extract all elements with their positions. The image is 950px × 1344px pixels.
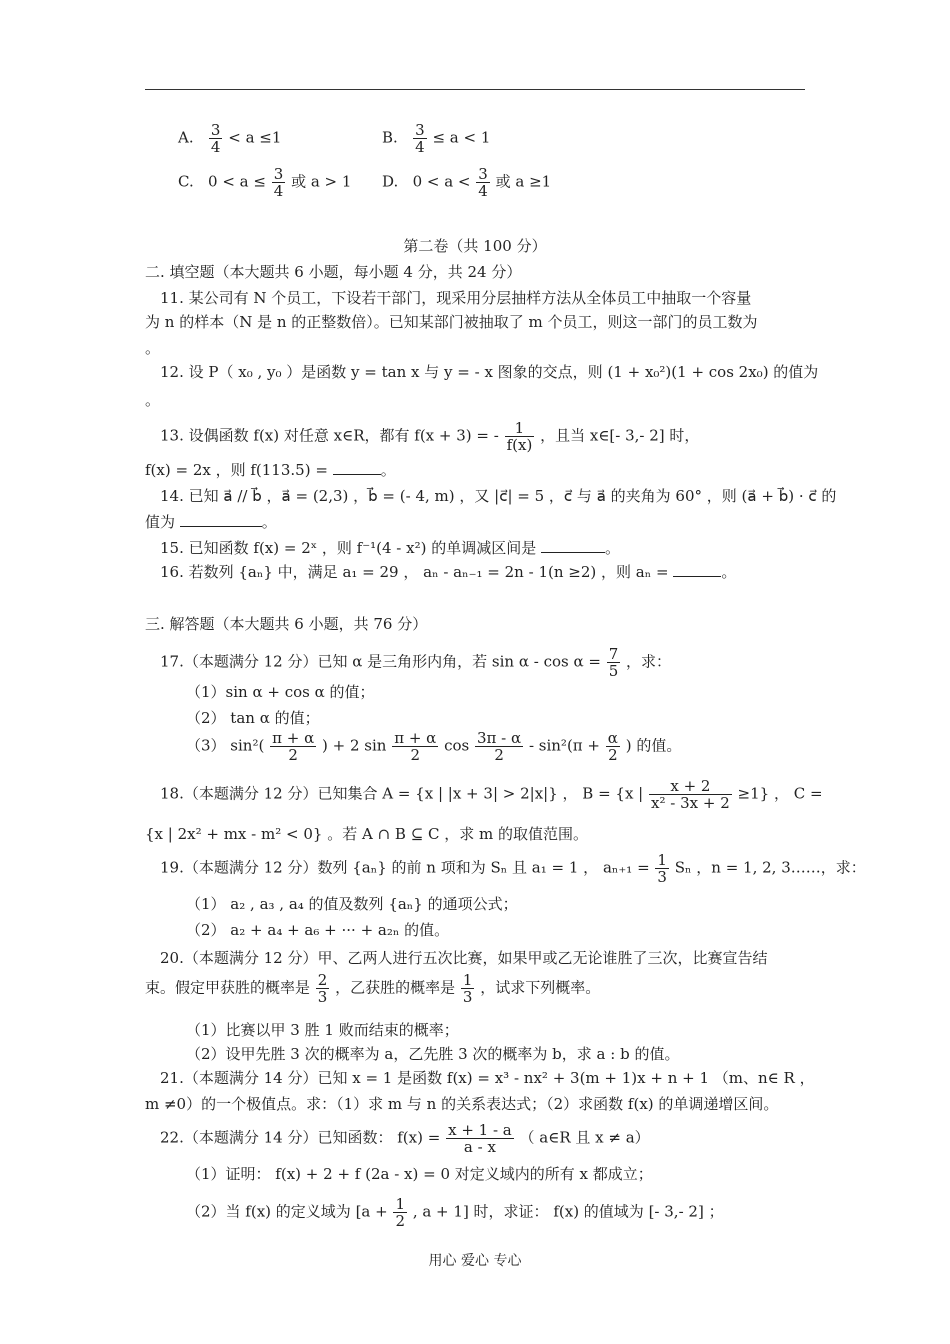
q22-part2: （2）当 f(x) 的定义域为 [a + $\frac{1}{2}$ , a + 1] 时，求证： f(x) 的值域为 [- 3,- 2] ；	[186, 1195, 724, 1230]
answer-blank[interactable]	[180, 512, 262, 527]
fraction: $\frac{7}{5}$	[608, 645, 619, 680]
answer-blank[interactable]	[541, 538, 605, 553]
q19-part2: （2） a₂ + a₄ + a₆ + ··· + a₂ₙ 的值。	[186, 921, 450, 939]
fraction: $\frac{\pi + \alpha}{2}$	[394, 729, 437, 764]
q22-part1: （1）证明： f(x) + 2 + f (2a - x) = 0 对定义域内的所有 x 都成立；	[186, 1165, 653, 1183]
fraction: $\frac{3}{4}$	[478, 165, 488, 200]
fraction: $\frac{1}{3}$	[462, 971, 473, 1006]
fraction: $\frac{\alpha}{2}$	[607, 729, 618, 764]
fraction: $\frac{x + 2}{\text{x² - 3x + 2}}$	[651, 777, 730, 812]
fraction: $\frac{x + 1 - a}{a - x}$	[448, 1121, 512, 1156]
q19-part1: （1） a₂ , a₃ , a₄ 的值及数列 {aₙ} 的通项公式；	[186, 895, 518, 913]
q19-line1: 19.（本题满分 12 分）数列 {aₙ} 的前 n 项和为 Sₙ 且 a₁ = 1 ， aₙ₊₁ = $\frac{1}{3}$ Sₙ ，n = 1, 2, 3……，求：	[160, 851, 866, 886]
option-d: D. 0 < a < $\frac{3}{4}$ 或 a ≥1	[382, 165, 552, 200]
q20-line2: 束。假定甲获胜的概率是 $\frac{2}{3}$ ，乙获胜的概率是 $\frac{1}{3}$ ，试求下列概率。	[145, 971, 601, 1006]
q20-part2: （2）设甲先胜 3 次的概率为 a，乙先胜 3 次的概率为 b，求 a : b 的值。	[186, 1045, 680, 1063]
part2-title: 第二卷（共 100 分）	[403, 237, 547, 255]
option-a: A. $\frac{3}{4}$ < a ≤1	[178, 121, 282, 156]
q22-line1: 22.（本题满分 14 分）已知函数： f(x) = $\frac{x + 1 - a}{a - x}$ （ a∈R 且 x ≠ a）	[160, 1121, 650, 1156]
q15-line: 15. 已知函数 f(x) = 2ˣ ，则 f⁻¹(4 - x²) 的单调减区间是 。	[160, 539, 621, 557]
q17-part3: （3） sin²( $\frac{\pi + \alpha}{2}$ ) + 2 sin $\frac{\pi + \alpha}{2}$ cos $\frac{3\pi - \alpha}{2}$ - sin²(π + $\frac{\alpha}{2}$ ) 的值。	[186, 729, 682, 764]
q13-line1: 13. 设偶函数 f(x) 对任意 x∈R，都有 f(x + 3) = - $\frac{1}{f(x)}$ ，且当 x∈[- 3,- 2] 时，	[160, 419, 700, 454]
q18-line1: 18.（本题满分 12 分）已知集合 A = {x | |x + 3| > 2|x|} ， B = {x | $\frac{x + 2}{\text{x² - 3x + 2}}$ ≥1} ， C =	[160, 777, 823, 812]
q11-line3: 。	[145, 339, 161, 357]
fraction: $\frac{1}{2}$	[395, 1195, 406, 1230]
q20-part1: （1）比赛以甲 3 胜 1 败而结束的概率；	[186, 1021, 459, 1039]
q18-line2: {x | 2x² + mx - m² < 0} 。若 A ∩ B ⊆ C ，求 m 的取值范围。	[145, 825, 589, 843]
q17-line1: 17.（本题满分 12 分）已知 α 是三角形内角，若 sin α - cos α = $\frac{7}{5}$ ，求：	[160, 645, 672, 680]
q21-line1: 21.（本题满分 14 分）已知 x = 1 是函数 f(x) = x³ - nx² + 3(m + 1)x + n + 1 （m、n∈ R ，	[160, 1069, 815, 1087]
page-footer: 用心 爱心 专心	[428, 1253, 522, 1269]
q12-line1: 12. 设 P（ x₀ , y₀ ）是函数 y = tan x 与 y = - x 图象的交点，则 (1 + x₀²)(1 + cos 2x₀) 的值为	[160, 363, 819, 381]
q21-line2: m ≠0）的一个极值点。求：（1）求 m 与 n 的关系表达式；（2）求函数 f(x) 的单调递增区间。	[145, 1095, 779, 1113]
fraction: $\frac{3}{4}$	[210, 121, 221, 156]
fraction: $\frac{3}{4}$	[415, 121, 425, 156]
q14-line2: 值为 。	[145, 513, 277, 531]
section-fill-in-heading: 二. 填空题（本大题共 6 小题，每小题 4 分，共 24 分）	[145, 263, 522, 281]
option-b: B. $\frac{3}{4}$ ≤ a < 1	[382, 121, 491, 156]
fraction: $\frac{3}{4}$	[273, 165, 284, 200]
fraction: $\frac{1}{3}$	[657, 851, 667, 886]
answer-blank[interactable]	[673, 562, 721, 577]
header-rule	[145, 89, 805, 90]
q11-line1: 11. 某公司有 N 个员工，下设若干部门，现采用分层抽样方法从全体员工中抽取一个容量	[160, 289, 752, 307]
q17-part2: （2） tan α 的值；	[186, 709, 320, 727]
q14-line1: 14. 已知 a⃗ // b⃗ ，a⃗ = (2,3) ，b⃗ = (- 4, m) ，又 |c⃗| = 5 ，c⃗ 与 a⃗ 的夹角为 60° ，则 (a⃗ + b⃗) · c⃗ 的	[160, 487, 837, 505]
option-c: C. 0 < a ≤ $\frac{3}{4}$ 或 a > 1	[178, 165, 352, 200]
q13-line2: f(x) = 2x ，则 f(113.5) = 。	[145, 461, 396, 479]
q12-line2: 。	[145, 391, 161, 409]
q16-line: 16. 若数列 {aₙ} 中，满足 a₁ = 29 ， aₙ - aₙ₋₁ = 2n - 1(n ≥2) ，则 aₙ = 。	[160, 563, 737, 581]
answer-blank[interactable]	[333, 460, 381, 475]
fraction: $\frac{1}{f(x)}$	[506, 419, 533, 454]
section-solve-heading: 三. 解答题（本大题共 6 小题，共 76 分）	[145, 615, 428, 633]
q17-part1: （1）sin α + cos α 的值；	[186, 683, 375, 701]
fraction: $\frac{3\pi - \alpha}{2}$	[477, 729, 522, 764]
fraction: $\frac{2}{3}$	[317, 971, 328, 1006]
q11-line2: 为 n 的样本（N 是 n 的正整数倍）。已知某部门被抽取了 m 个员工，则这一部门的员工数为	[145, 313, 758, 331]
q20-line1: 20.（本题满分 12 分）甲、乙两人进行五次比赛，如果甲或乙无论谁胜了三次，比赛宣告结	[160, 949, 768, 967]
fraction: $\frac{\pi + \alpha}{2}$	[272, 729, 315, 764]
